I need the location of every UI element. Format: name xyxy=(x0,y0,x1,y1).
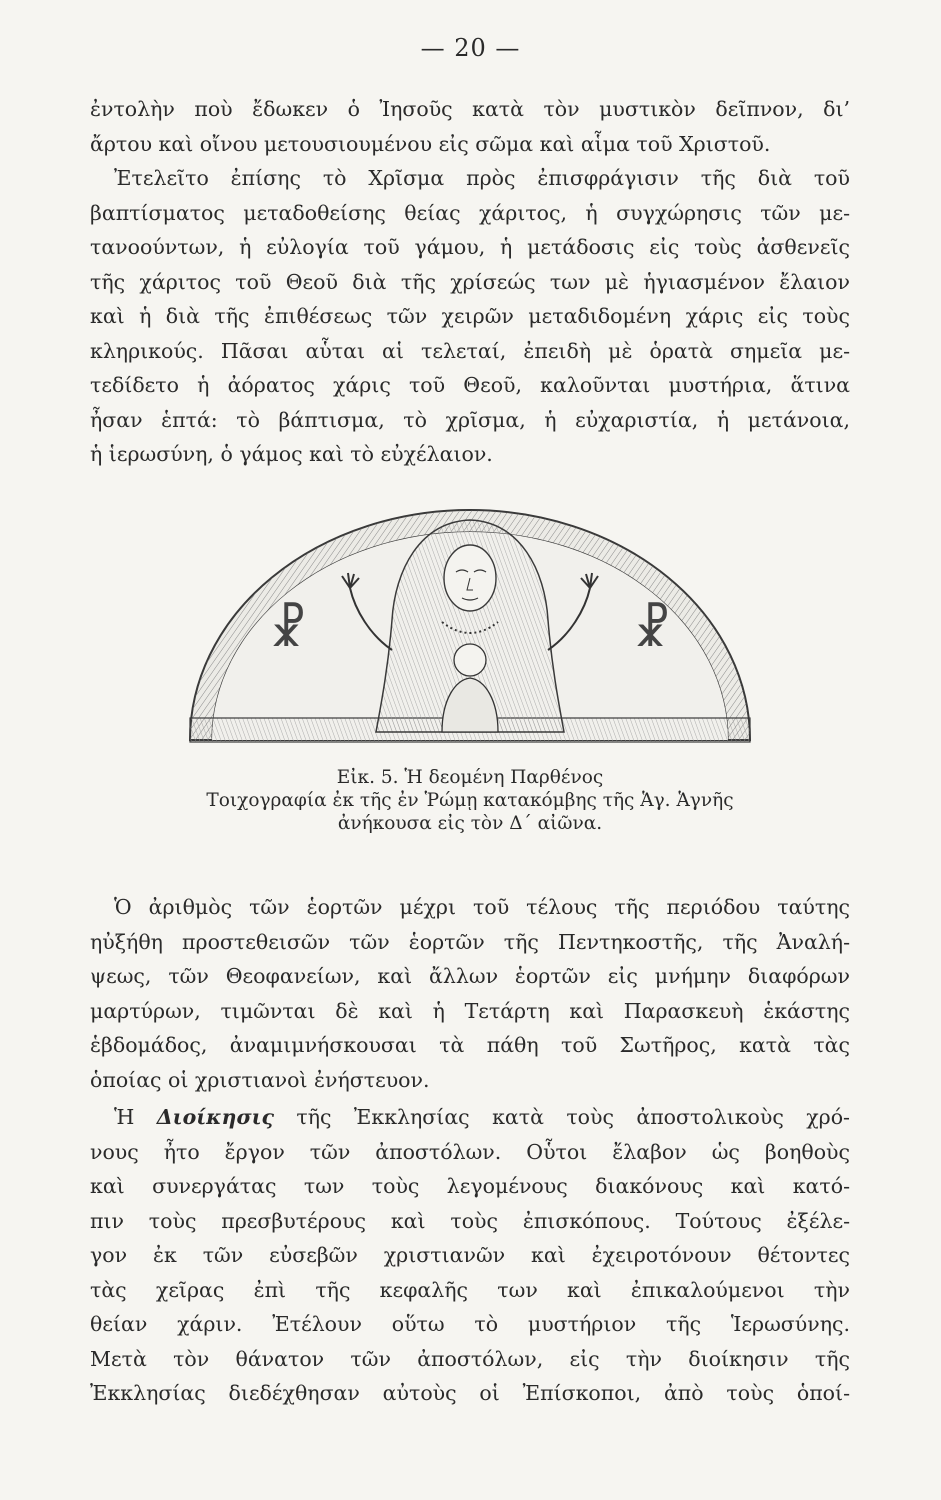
caption-date: ἀνήκουσα εἰς τὸν Δ΄ αἰῶνα. xyxy=(337,813,603,834)
text-line: καὶ συνεργάτας των τοὺς λεγομένους διακόνους καὶ κατό- xyxy=(90,1174,850,1198)
chi-rho-left: ☧ xyxy=(269,602,307,658)
text-line: ἑβδομάδος, ἀναμιμνήσκουσαι τὰ πάθη τοῦ Σωτῆρος, κατὰ τὰς xyxy=(90,1033,850,1057)
text-line: ὁποίας οἱ χριστιανοὶ ἐνήστευον. xyxy=(90,1067,430,1092)
orant-virgin-lunette xyxy=(180,500,760,750)
fresco-illustration xyxy=(180,500,760,750)
paragraph-sacraments xyxy=(90,92,850,472)
text-line: νους ἦτο ἔργον τῶν ἀποστόλων. Οὗτοι ἔλαβον ὡς βοηθοὺς xyxy=(90,1139,850,1164)
paragraph-administration xyxy=(90,1100,850,1411)
text-line: ἡ ἱερωσύνη, ὁ γάμος καὶ τὸ εὐχέλαιον. xyxy=(90,442,493,466)
text-line: Ἐκκλησίας διεδέχθησαν αὐτοὺς οἱ Ἐπίσκοποι, ἀπὸ τοὺς ὁποί- xyxy=(90,1381,850,1405)
caption-title: Εἰκ. 5. Ἡ δεομένη Παρθένος xyxy=(336,767,604,788)
text-line: ἄρτου καὶ οἴνου μετουσιουμένου εἰς σῶμα καὶ αἷμα τοῦ Χριστοῦ. xyxy=(90,131,771,156)
text-line xyxy=(90,1100,850,1135)
text-line: πιν τοὺς πρεσβυτέρους καὶ τοὺς ἐπισκόπους. Τούτους ἐξέλε- xyxy=(90,1208,850,1233)
page-number: — 20 — xyxy=(420,34,521,62)
text-line: τανοούντων, ἡ εὐλογία τοῦ γάμου, ἡ μετάδοσις εἰς τοὺς ἀσθενεῖς xyxy=(90,235,850,259)
text-line: ηὐξήθη προστεθεισῶν τῶν ἑορτῶν τῆς Πεντηκοστῆς, τῆς Ἀναλή- xyxy=(90,929,850,954)
emphasis-term: Διοίκησις xyxy=(156,1105,274,1129)
text-line: βαπτίσματος μεταδοθείσης θείας χάριτος, ἡ συγχώρησις τῶν με- xyxy=(90,200,850,225)
text-line: κληρικούς. Πᾶσαι αὗται αἱ τελεταί, ἐπειδὴ μὲ ὁρατὰ σημεῖα με- xyxy=(90,338,850,363)
text-fragment: τῆς Ἐκκλησίας κατὰ τοὺς ἀποστολικοὺς χρό- xyxy=(296,1105,850,1129)
text-line: τὰς χεῖρας ἐπὶ τῆς κεφαλῆς των καὶ ἐπικαλούμενοι τὴν xyxy=(90,1277,850,1302)
chi-rho-right: ☧ xyxy=(633,602,671,658)
text-line: μαρτύρων, τιμῶνται δὲ καὶ ἡ Τετάρτη καὶ Παρασκευὴ ἑκάστης xyxy=(90,998,850,1023)
text-line: γον ἐκ τῶν εὐσεβῶν χριστιανῶν καὶ ἐχειροτόνουν θέτοντες xyxy=(90,1243,850,1267)
text-line: ἦσαν ἑπτά: τὸ βάπτισμα, τὸ χρῖσμα, ἡ εὐχαριστία, ἡ μετάνοια, xyxy=(90,407,850,432)
figure-caption xyxy=(90,766,850,835)
text-line: καὶ ἡ διὰ τῆς ἐπιθέσεως τῶν χειρῶν μεταδιδομένη χάρις εἰς τοὺς xyxy=(90,304,850,328)
lead-word: Ἡ xyxy=(114,1105,135,1129)
text-line: τεδίδετο ἡ ἀόρατος χάρις τοῦ Θεοῦ, καλοῦνται μυστήρια, ἅτινα xyxy=(90,373,850,397)
text-line: ἐντολὴν ποὺ ἔδωκεν ὁ Ἰησοῦς κατὰ τὸν μυστικὸν δεῖπνον, δι’ xyxy=(90,97,850,121)
text-line: ψεως, τῶν Θεοφανείων, καὶ ἄλλων ἑορτῶν εἰς μνήμην διαφόρων xyxy=(90,964,850,988)
caption-source: Τοιχογραφία ἐκ τῆς ἐν Ῥώμῃ κατακόμβης τῆς Ἁγ. Ἁγνῆς xyxy=(206,790,734,811)
paragraph-feasts xyxy=(90,890,850,1097)
text-line: θείαν χάριν. Ἐτέλουν οὕτω τὸ μυστήριον τῆς Ἱερωσύνης. xyxy=(90,1312,850,1336)
text-line: τῆς χάριτος τοῦ Θεοῦ διὰ τῆς χρίσεώς των μὲ ἡγιασμένον ἔλαιον xyxy=(90,269,850,294)
text-line: Ἐτελεῖτο ἐπίσης τὸ Χρῖσμα πρὸς ἐπισφράγισιν τῆς διὰ τοῦ xyxy=(114,166,850,190)
text-line: Μετὰ τὸν θάνατον τῶν ἀποστόλων, εἰς τὴν διοίκησιν τῆς xyxy=(90,1346,850,1371)
text-line: Ὁ ἀριθμὸς τῶν ἑορτῶν μέχρι τοῦ τέλους τῆς περιόδου ταύτης xyxy=(114,895,850,919)
